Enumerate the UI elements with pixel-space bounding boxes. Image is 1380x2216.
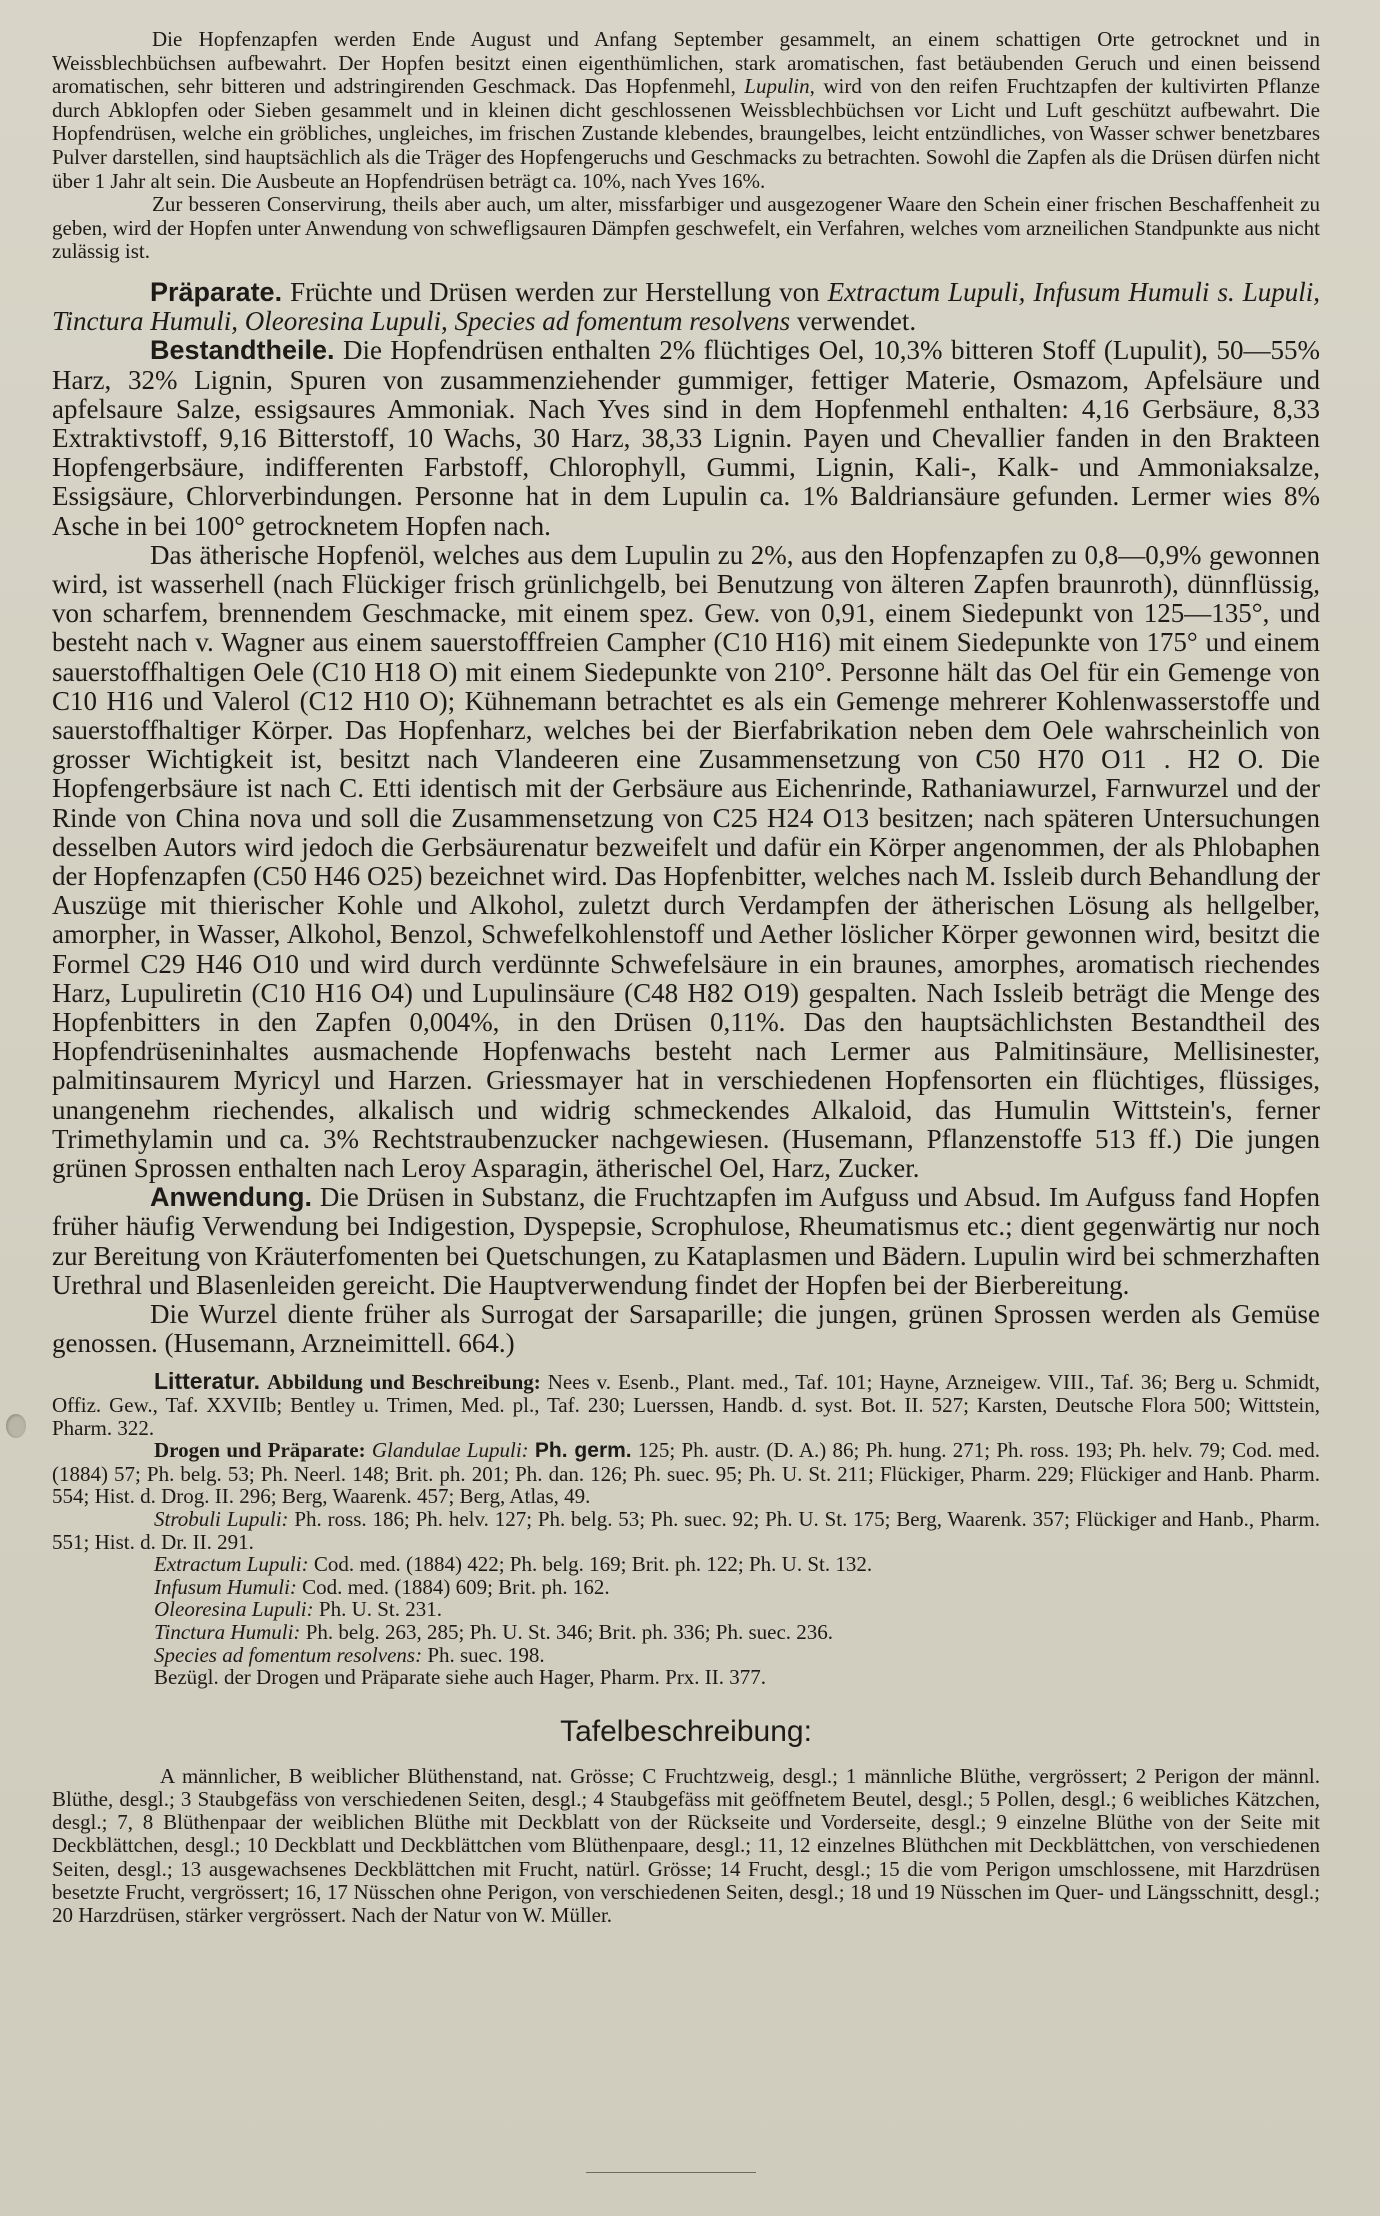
ph-germ-term: Ph. germ. [534,1439,632,1463]
litteratur-bezugl: Bezügl. der Drogen und Präparate siehe auch Hager, Pharm. Prx. II. 377. [154,1665,767,1690]
main-section [52,278,1320,1359]
footer-rule [586,2172,756,2173]
extractum-term: Extractum Lupuli: [154,1552,309,1577]
litteratur-heading: Litteratur. [154,1368,261,1395]
bestandtheile-text-1: Die Hopfendrüsen enthalten 2% flüchtiges Oel, 10,3% bitteren Stoff (Lupulit), 50—55% Harz, 32% Lignin, Spuren von zusammenziehender gummiger, fettiger Materie, Osmazom, Apfelsäure und apfelsaure Salze, essigsaures Ammoniak. Nach Yves sind in dem Hopfenmehl enthalten: 4,16 Gerbsäure, 8,33 Extraktivstoff, 9,16 Bitterstoff, 10 Wachs, 30 Harz, 38,33 Lignin. Payen und Chevallier fanden in den Brakteen Hopfengerbsäure, indifferenten Farbstoff, Chlorophyll, Gummi, Lignin, Kali-, Kalk- und Ammoniaksalze, Essigsäure, Chlorverbindungen. Personne hat in dem Lupulin ca. 1% Baldriansäure gefunden. Lermer wies 8% Asche in bei 100° getrocknetem Hopfen nach. [52,335,1320,541]
text-column [52,28,1320,1927]
praeparate-items: Extractum Lupuli, Infusum Humuli s. Lupuli, Tinctura Humuli, Oleoresina Lupuli, Species ad fomentum resolvens [52,276,1321,337]
litteratur-drogen [52,1439,1320,1508]
anwendung-text-1: Die Drüsen in Substanz, die Fruchtzapfen im Aufguss und Absud. Im Aufguss fand Hopfen früher häufig Verwendung bei Indigestion, Dyspepsie, Scrophulose, Rheumatismus etc.; dient gegenwärtig nur noch zur Bereitung von Kräuterfomenten bei Quetschungen, zu Kataplasmen und Bädern. Lupulin wird bei schmerzhaften Urethral und Blasenleiden gereicht. Die Hauptverwendung findet der Hopfen bei der Bierbereitung. [52,1182,1320,1300]
intro-section [52,28,1320,264]
abbildung-text: Nees v. Esenb., Plant. med., Taf. 101; Hayne, Arzneigew. VIII., Taf. 36; Berg u. Schmidt, Offiz. Gew., Taf. XXVIIb; Bentley u. Trimen, Med. pl., Taf. 230; Luerssen, Handb. d. syst. Bot. II. 527; Karsten, Deutsche Flora 500; Wittstein, Pharm. 322. [52,1370,1320,1440]
praeparate-paragraph [52,278,1320,336]
intro-text-a: Die Hopfenzapfen werden Ende August und Anfang September gesammelt, an einem schattigen Orte getrocknet und in Weissblechbüchsen aufbewahrt. Der Hopfen besitzt einen eigenthümlichen, stark aromatischen, fast betäubenden Geruch und einen beissend aromatischen, sehr bitteren und adstringirenden Geschmack. Das Hopfenmehl, [52,27,1320,99]
strobuli-text: Ph. ross. 186; Ph. helv. 127; Ph. belg. 53; Ph. suec. 92; Ph. U. St. 175; Berg, Waarenk. 357; Flückiger and Hanb., Pharm. 551; Hist. d. Dr. II. 291. [52,1507,1320,1554]
tafel-text: A männlicher, B weiblicher Blüthenstand, nat. Grösse; C Fruchtzweig, desgl.; 1 männliche Blüthe, vergrössert; 2 Perigon der männl. Blüthe, desgl.; 3 Staubgefäss von verschiedenen Seiten, desgl.; 4 Staubgefäss mit geöffnetem Beutel, desgl.; 5 Pollen, desgl.; 6 weibliches Kätzchen, desgl.; 7, 8 Blüthenpaar der weiblichen Blüthe mit Deckblatt von der Rückseite und Vorderseite, desgl.; 9 einzelne Blüthe von der Seite mit Deckblättchen, desgl.; 10 Deckblatt und Deckblättchen vom Blüthenpaare, desgl.; 11, 12 einzelnes Blüthchen mit Deckblättchen, von verschiedenen Seiten, desgl.; 13 ausgewachsenes Deckblättchen mit Frucht, natürl. Grösse; 14 Frucht, desgl.; 15 die vom Perigon umschlossene, mit Harzdrüsen besetzte Frucht, vergrössert; 16, 17 Nüsschen ohne Perigon, von verschiedenen Seiten, desgl.; 18 und 19 Nüsschen im Quer- und Längsschnitt, desgl.; 20 Harzdrüsen, stärker vergrössert. Nach der Natur von W. Müller. [52,1763,1320,1927]
infusum-term: Infusum Humuli: [154,1574,297,1599]
intro-paragraph-1 [52,28,1320,193]
drogen-subheading: Drogen und Präparate: [154,1438,366,1463]
litteratur-strobuli [52,1508,1320,1553]
bestandtheile-paragraph-2: Das ätherische Hopfenöl, welches aus dem Lupulin zu 2%, aus den Hopfenzapfen zu 0,8—0,9% gewonnen wird, ist wasserhell (nach Flückiger frisch grünlichgelb, bei Benutzung von älteren Zapfen braunroth), dünnflüssig, von scharfem, brennendem Geschmacke, mit einem spez. Gew. von 0,91, einem Siedepunkt von 125—135°, und besteht nach v. Wagner aus einem sauerstofffreien Campher (C10 H16) mit einem Siedepunkte von 175° und einem sauerstoffhaltigen Oele (C10 H18 O) mit einem Siedepunkte von 210°. Personne hält das Oel für ein Gemenge von C10 H16 und Valerol (C12 H10 O); Kühnemann betrachtet es als ein Gemenge mehrerer Kohlenwasserstoffe und sauerstoffhaltiger Körper. Das Hopfenharz, welches bei der Bierfabrikation neben dem Oele wahrscheinlich von grosser Wichtigkeit ist, besitzt nach Vlandeeren eine Zusammensetzung von C50 H70 O11 . H2 O. Die Hopfengerbsäure ist nach C. Etti identisch mit der Gerbsäure aus Eichenrinde, Rathaniawurzel, Farnwurzel und der Rinde von China nova und soll die Zusammensetzung von C25 H24 O13 besitzen; nach späteren Untersuchungen desselben Autors wird jedoch die Gerbsäurenatur bezweifelt und dafür ein Körper angenommen, der als Phlobaphen der Hopfenzapfen (C50 H46 O25) bezeichnet wird. Das Hopfenbitter, welches nach M. Issleib durch Behandlung der Auszüge mit thierischer Kohle und Alkohol, zuletzt durch Verdampfen der ätherischen Lösung als hellgelber, amorpher, in Wasser, Alkohol, Benzol, Schwefelkohlenstoff und Aether löslicher Körper gewonnen wird, besitzt die Formel C29 H46 O10 und wird durch verdünnte Schwefelsäure in ein braunes, amorphes, aromatisch riechendes Harz, Lupuliretin (C10 H16 O4) und Lupulinsäure (C48 H82 O19) gespalten. Nach Issleib beträgt die Menge des Hopfenbitters in den Zapfen 0,004%, in den Drüsen 0,11%. Das den hauptsächlichsten Bestandtheil des Hopfendrüseninhaltes ausmachende Hopfenwachs besteht nach Lermer aus Palmitinsäure, Mellisinester, palmitinsaurem Myricyl und Harzen. Griessmayer hat in verschiedenen Hopfensorten ein flüchtiges, flüssiges, unangenehm riechendes, alkalisch und widrig schmeckendes Alkaloid, das Humulin Wittstein's, ferner Trimethylamin und ca. 3% Rechtstraubenzucker nachgewiesen. (Husemann, Pflanzenstoffe 513 ff.) Die jungen grünen Sprossen enthalten nach Leroy Asparagin, ätherischel Oel, Harz, Zucker. [52,539,1320,1184]
abbildung-subheading: Abbildung und Beschreibung: [267,1370,541,1395]
litteratur-abbildung [52,1370,1320,1439]
drogen-text: 125; Ph. austr. (D. A.) 86; Ph. hung. 271; Ph. ross. 193; Ph. helv. 79; Cod. med. (1884) 57; Ph. belg. 53; Ph. Neerl. 148; Brit. ph. 201; Ph. dan. 126; Ph. suec. 95; Ph. U. St. 211; Flückiger, Pharm. 229; Flückiger and Hanb. Pharm. 554; Hist. d. Drog. II. 296; Berg, Waarenk. 457; Berg, Atlas, 49. [52,1438,1321,1509]
oleoresina-term: Oleoresina Lupuli: [154,1597,314,1622]
tinctura-text: Ph. belg. 263, 285; Ph. U. St. 346; Brit. ph. 336; Ph. suec. 236. [300,1619,834,1644]
litteratur-section [52,1370,1320,1688]
litteratur-infusum [52,1576,1320,1599]
intro-paragraph-2: Zur besseren Conservirung, theils aber auch, um alter, missfarbiger und ausgezogener Waare den Schein einer frischen Beschaffenheit zu geben, wird der Hopfen unter Anwendung von schwefligsauren Dämpfen geschwefelt, ein Verfahren, welches vom arzneilichen Standpunkte aus nicht zulässig ist. [52,192,1320,264]
litteratur-extractum [52,1553,1320,1576]
praeparate-text-b: verwendet. [790,306,917,337]
species-term: Species ad fomentum resolvens: [154,1642,423,1667]
intro-text-b: , wird von den reifen Fruchtzapfen der kultivirten Pflanze durch Abklopfen oder Sieben gesammelt und in kleinen dicht geschlossenen Weissblechbüchsen vor Licht und Luft geschützt aufbewahrt. Die Hopfendrüsen, welche ein gröbliches, ungleiches, im frischen Zustande klebendes, braungelbes, leicht entzündliches, von Wasser schwer benetzbares Pulver darstellen, sind hauptsächlich als die Träger des Hopfengeruchs und Geschmacks zu betrachten. Sowohl die Zapfen als die Drüsen dürfen nicht über 1 Jahr alt sein. Die Ausbeute an Hopfendrüsen beträgt ca. 10%, nach Yves 16%. [52,74,1320,193]
tinctura-term: Tinctura Humuli: [154,1619,301,1644]
glandulae-term: Glandulae Lupuli: [371,1438,529,1463]
litteratur-oleoresina [52,1598,1320,1621]
bestandtheile-paragraph-1 [52,336,1320,540]
praeparate-heading: Präparate. [150,276,283,307]
species-text: Ph. suec. 198. [422,1642,545,1667]
infusum-text: Cod. med. (1884) 609; Brit. ph. 162. [296,1574,610,1599]
tafel-section [52,1765,1320,1927]
litteratur-tinctura [52,1621,1320,1644]
anwendung-heading: Anwendung. [150,1182,312,1213]
extractum-text: Cod. med. (1884) 422; Ph. belg. 169; Brit. ph. 122; Ph. U. St. 132. [308,1552,873,1577]
lupulin-term: Lupulin [744,74,810,99]
praeparate-text-a: Früchte und Drüsen werden zur Herstellung von [282,276,828,307]
binding-hole [6,1414,26,1438]
anwendung-paragraph-2: Die Wurzel diente früher als Surrogat der Sarsaparille; die jungen, grünen Sprossen werden als Gemüse genossen. (Husemann, Arzneimittell. 664.) [52,1299,1320,1359]
tafel-title: Tafelbeschreibung: [560,1714,812,1748]
oleoresina-text: Ph. U. St. 231. [313,1597,442,1622]
anwendung-paragraph-1 [52,1183,1320,1300]
litteratur-species [52,1644,1320,1667]
bestandtheile-heading: Bestandtheile. [150,335,335,366]
strobuli-term: Strobuli Lupuli: [154,1507,289,1532]
